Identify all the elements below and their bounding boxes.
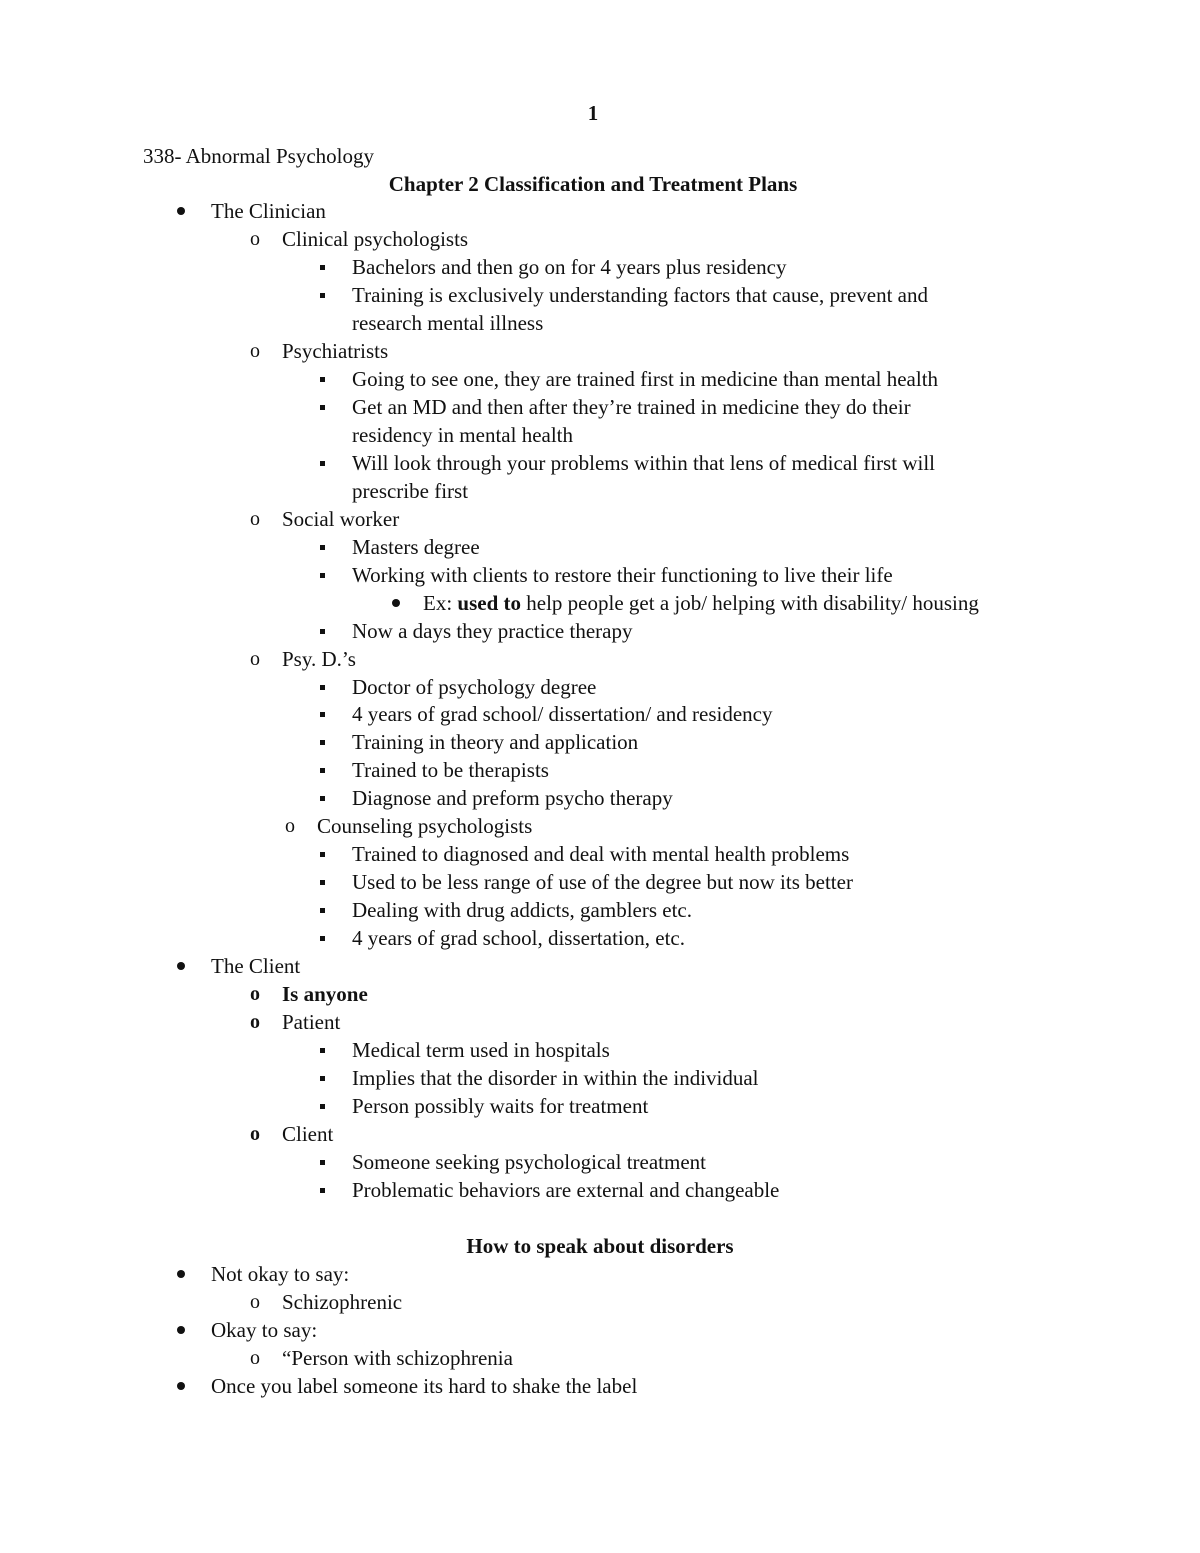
- square-bullet-icon: [320, 1188, 325, 1193]
- document-page: 1 338- Abnormal Psychology Chapter 2 Classification and Treatment Plans The Clinician o Clinical psychologists Bachelors and then go on for 4 years plus residency Training is exclusively understanding factors that cause, prevent and research mental illness o Psychiatrists Going to see one, they are trained first in medicine than mental health Get an MD and then after they’re trained in medicine they do their residency in mental health Will look through your problems within that lens of medical first will prescribe first o Social worker Masters degree Working with clients to restore their functioning to live their life Ex: used to help people get a job/ helping with disability/ housing Now a days they practice therapy o Psy. D.’s Doctor of psychology degree 4 years of grad school/ dissertation/ and residency Training in theory and application Trained to be therapists Diagnose and preform psycho therapy o Counseling psychologists Trained to diagnosed and deal with mental health problems Used to be less range of use of the degree but now its better Dealing with drug addicts, gamblers etc. 4 years of grad school, dissertation, etc. The Client o Is anyone o Patient Medical term used in hospitals Implies that the disorder in within the individual Person possibly waits for treatment o Client Someone seeking psychological treatment Problematic behaviors are external and changeable How to speak about disorders Not okay to say: o Schizophrenic Okay to say: o “Person with schizophrenia Once you label someone its hard to shake the label: [0, 0, 1200, 1553]
- square-bullet-icon: [320, 740, 325, 745]
- section-heading: How to speak about disorders: [466, 1234, 734, 1258]
- square-bullet-icon: [320, 1104, 325, 1109]
- example-prefix: Ex:: [423, 591, 458, 615]
- square-bullet-icon: [320, 293, 325, 298]
- square-bullet-icon: [320, 377, 325, 382]
- circle-bullet-icon: o: [250, 228, 260, 250]
- square-bullet-icon: [320, 1076, 325, 1081]
- square-bullet-icon: [320, 685, 325, 690]
- circle-bullet-icon: o: [250, 648, 260, 670]
- example-bold: used to: [457, 591, 522, 615]
- bullet-dot-icon: [177, 207, 185, 215]
- square-bullet-icon: [320, 461, 325, 466]
- square-bullet-icon: [320, 1160, 325, 1165]
- chapter-title: Chapter 2 Classification and Treatment Plans: [388, 172, 798, 196]
- square-bullet-icon: [320, 880, 325, 885]
- bullet-dot-icon: [177, 1382, 185, 1390]
- square-bullet-icon: [320, 573, 325, 578]
- square-bullet-icon: [320, 265, 325, 270]
- bullet-dot-icon: [177, 1270, 185, 1278]
- square-bullet-icon: [320, 796, 325, 801]
- circle-bullet-icon: o: [250, 1291, 260, 1313]
- course-title: 338- Abnormal Psychology: [143, 144, 374, 168]
- square-bullet-icon: [320, 405, 325, 410]
- square-bullet-icon: [320, 545, 325, 550]
- square-bullet-icon: [320, 629, 325, 634]
- circle-bullet-icon: o: [285, 815, 295, 837]
- square-bullet-icon: [320, 908, 325, 913]
- circle-bullet-icon: o: [250, 1347, 260, 1369]
- circle-bullet-icon: o: [250, 983, 260, 1005]
- circle-bullet-icon: o: [250, 1011, 260, 1033]
- page-number: 1: [587, 101, 599, 125]
- square-bullet-icon: [320, 936, 325, 941]
- bullet-dot-icon: [392, 599, 400, 607]
- square-bullet-icon: [320, 768, 325, 773]
- square-bullet-icon: [320, 852, 325, 857]
- bullet-dot-icon: [177, 962, 185, 970]
- circle-bullet-icon: o: [250, 340, 260, 362]
- circle-bullet-icon: o: [250, 1123, 260, 1145]
- example-rest: help people get a job/ helping with disability/ housing: [521, 591, 979, 615]
- bullet-dot-icon: [177, 1326, 185, 1334]
- square-bullet-icon: [320, 1048, 325, 1053]
- square-bullet-icon: [320, 712, 325, 717]
- circle-bullet-icon: o: [250, 508, 260, 530]
